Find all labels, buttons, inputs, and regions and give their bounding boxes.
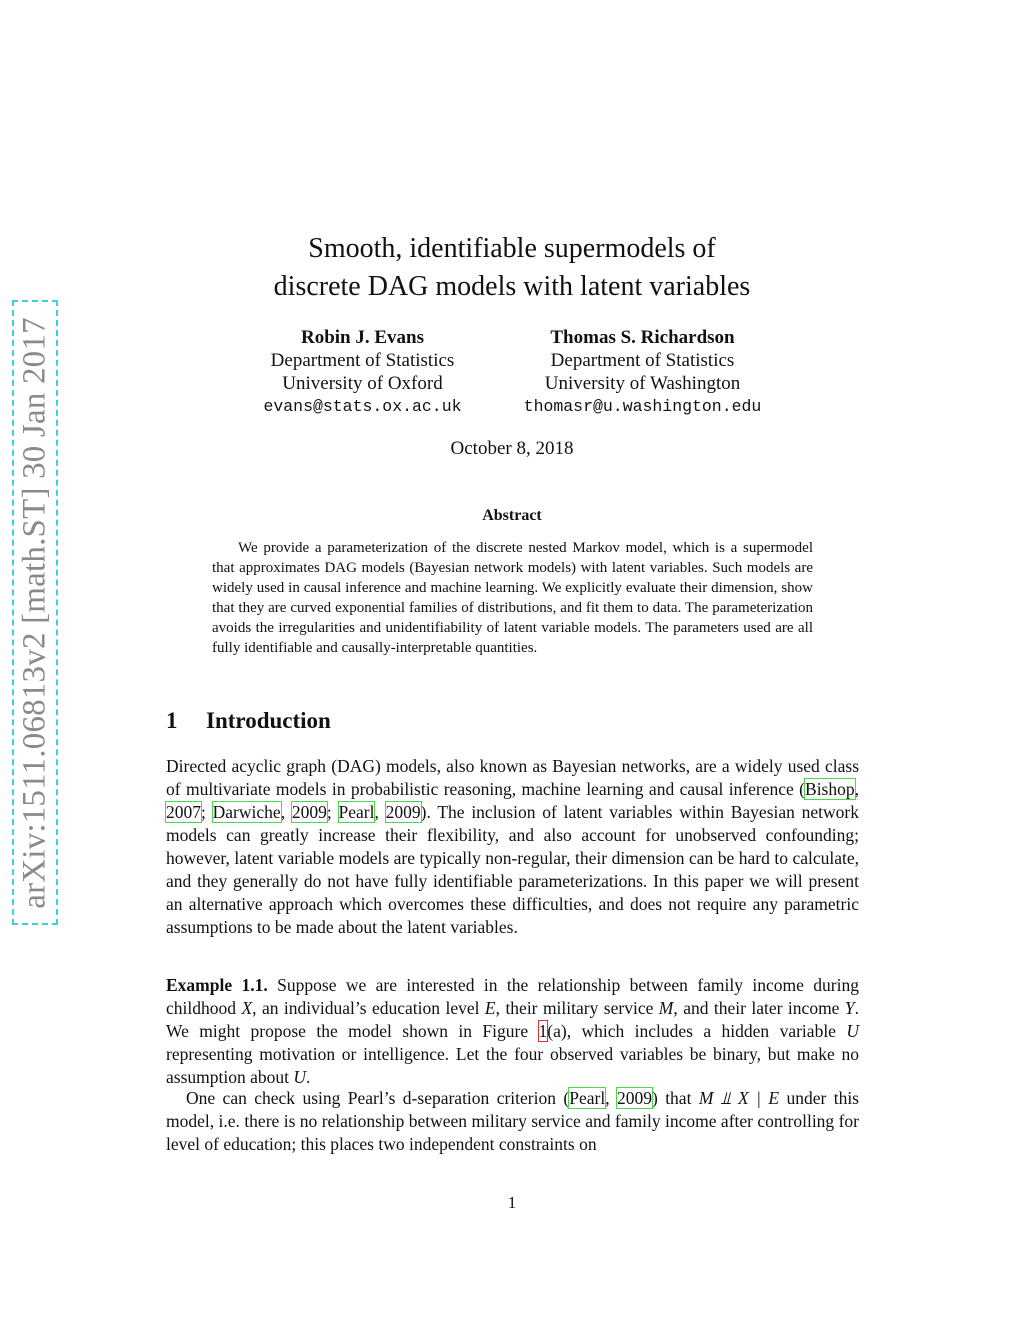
author-name: Robin J. Evans — [300, 327, 425, 348]
arxiv-stamp-text: arXiv:1511.06813v2 [math.ST] 30 Jan 2017 — [16, 316, 53, 909]
text-run: , an individual’s education level — [252, 998, 485, 1018]
citation-link[interactable] — [339, 802, 375, 822]
intro-paragraph-1: Directed acyclic graph (DAG) models, also known as Bayesian networks, are a widely used class of multivariate models in probabilistic reasoning, machine learning and causal inference (Bishop, 2007; Darwiche, 2009; Pearl, 2009). The inclusion of latent variables within Bayesian network models can greatly increase their flexibility, and also account for unobserved confounding; however, latent variable models are typically non-regular, their dimension can be hard to calculate, and they generally do not have fully identifiable parameterizations. In this paper we will present an alternative approach which overcomes these difficulties, and does not require any parametric assumptions to be made about the latent variables. — [166, 756, 860, 937]
page-number: 1 — [507, 1193, 517, 1212]
citation-year: 2009 — [616, 1088, 652, 1108]
author-department: Department of Statistics — [550, 350, 735, 371]
author-department: Department of Statistics — [270, 350, 455, 371]
text-run: , their military service — [495, 998, 659, 1018]
section-heading — [166, 708, 331, 734]
paper-title — [0, 230, 1024, 306]
title-line-1: Smooth, identifiable supermodels of — [308, 233, 716, 264]
math-variable: Y — [844, 998, 855, 1018]
citation-link[interactable] — [213, 802, 281, 822]
author-block-1 — [240, 326, 485, 418]
math-variable: U — [846, 1021, 859, 1041]
citation-link[interactable] — [805, 779, 855, 799]
citation-year: 2009 — [385, 802, 421, 822]
math-variable: M — [658, 998, 674, 1018]
section-title: Introduction — [206, 708, 331, 733]
example-label: Example 1.1. — [166, 975, 268, 995]
text-run: One can check using Pearl’s d-separation criterion ( — [186, 1088, 570, 1108]
text-run: ) that — [651, 1088, 699, 1108]
math-variable: X — [241, 998, 253, 1018]
citation-author: Pearl — [338, 802, 375, 822]
text-run: . — [306, 1067, 311, 1087]
text-run: Suppose we are interested in the relationship between family income during childhood — [166, 975, 859, 1018]
citation-author: Darwiche — [212, 802, 281, 822]
text-run: , and their later income — [673, 998, 845, 1018]
text-run: (a), which includes a hidden variable — [547, 1021, 847, 1041]
figure-link[interactable]: 1 — [538, 1021, 548, 1041]
title-line-2: discrete DAG models with latent variables — [273, 271, 751, 302]
text-run: ). The inclusion of latent variables within Bayesian network models can greatly increase their flexibility, and also account for unobserved confounding; however, latent variable models are typically non-regular, their dimension can be hard to calculate, and they generally do not have fully identifiable parameterizations. In this paper we will present an alternative approach which overcomes these difficulties, and does not require any parametric assumptions to be made about the latent variables. — [166, 802, 860, 937]
text-run: representing motivation or intelligence. Let the four observed variables be binary, but make no assumption about — [166, 1044, 859, 1087]
section-number: 1 — [166, 708, 178, 733]
citation-author: Bishop — [805, 779, 855, 799]
citation-link[interactable] — [617, 1088, 652, 1108]
abstract-text: We provide a parameterization of the discrete nested Markov model, which is a supermodel that approximates DAG models (Bayesian network models) with latent variables. Such models are widely used in causal inference and machine learning. We explicitly evaluate their dimension, show that they are curved exponential families of distributions, and fit them to data. The parameterization avoids the irregularities and unidentifiability of latent variable models. The parameters used are all fully identifiable and causally-interpretable quantities. — [212, 540, 813, 656]
math-variable: U — [293, 1067, 306, 1087]
math-variable: E — [484, 998, 496, 1018]
abstract-heading: Abstract — [482, 507, 542, 524]
citation-year: 2007 — [166, 802, 201, 822]
author-block-2 — [505, 326, 780, 418]
author-name: Thomas S. Richardson — [550, 327, 735, 348]
author-email[interactable]: evans@stats.ox.ac.uk — [263, 397, 462, 416]
author-university: University of Oxford — [282, 373, 443, 394]
text-run: under this model, i.e. there is no relationship between military service and family income after controlling for level of education; this places two independent constraints on — [166, 1088, 859, 1154]
paper-date: October 8, 2018 — [450, 438, 574, 459]
text-run: . We might propose the model shown in Figure — [166, 998, 859, 1041]
arxiv-side-stamp[interactable] — [12, 300, 58, 925]
citation-link[interactable] — [166, 802, 201, 822]
author-email[interactable]: thomasr@u.washington.edu — [523, 397, 762, 416]
author-university: University of Washington — [544, 373, 741, 394]
citation-year: 2009 — [291, 802, 327, 822]
citation-author: Pearl — [569, 1088, 606, 1108]
citation-link[interactable] — [386, 802, 421, 822]
math-independence: M ⫫ X | E — [698, 1088, 780, 1108]
example-paragraph — [166, 974, 859, 1089]
intro-paragraph-3: One can check using Pearl’s d-separation criterion (Pearl, 2009) that M ⫫ X | E under this model, i.e. there is no relationship between military service and family income after controlling for level of education; this places two independent constraints on — [166, 1088, 859, 1154]
citation-link[interactable] — [292, 802, 327, 822]
citation-link[interactable] — [569, 1088, 605, 1108]
text-run: Directed acyclic graph (DAG) models, also known as Bayesian networks, are a widely used class of multivariate models in probabilistic reasoning, machine learning and causal inference ( — [166, 756, 859, 799]
